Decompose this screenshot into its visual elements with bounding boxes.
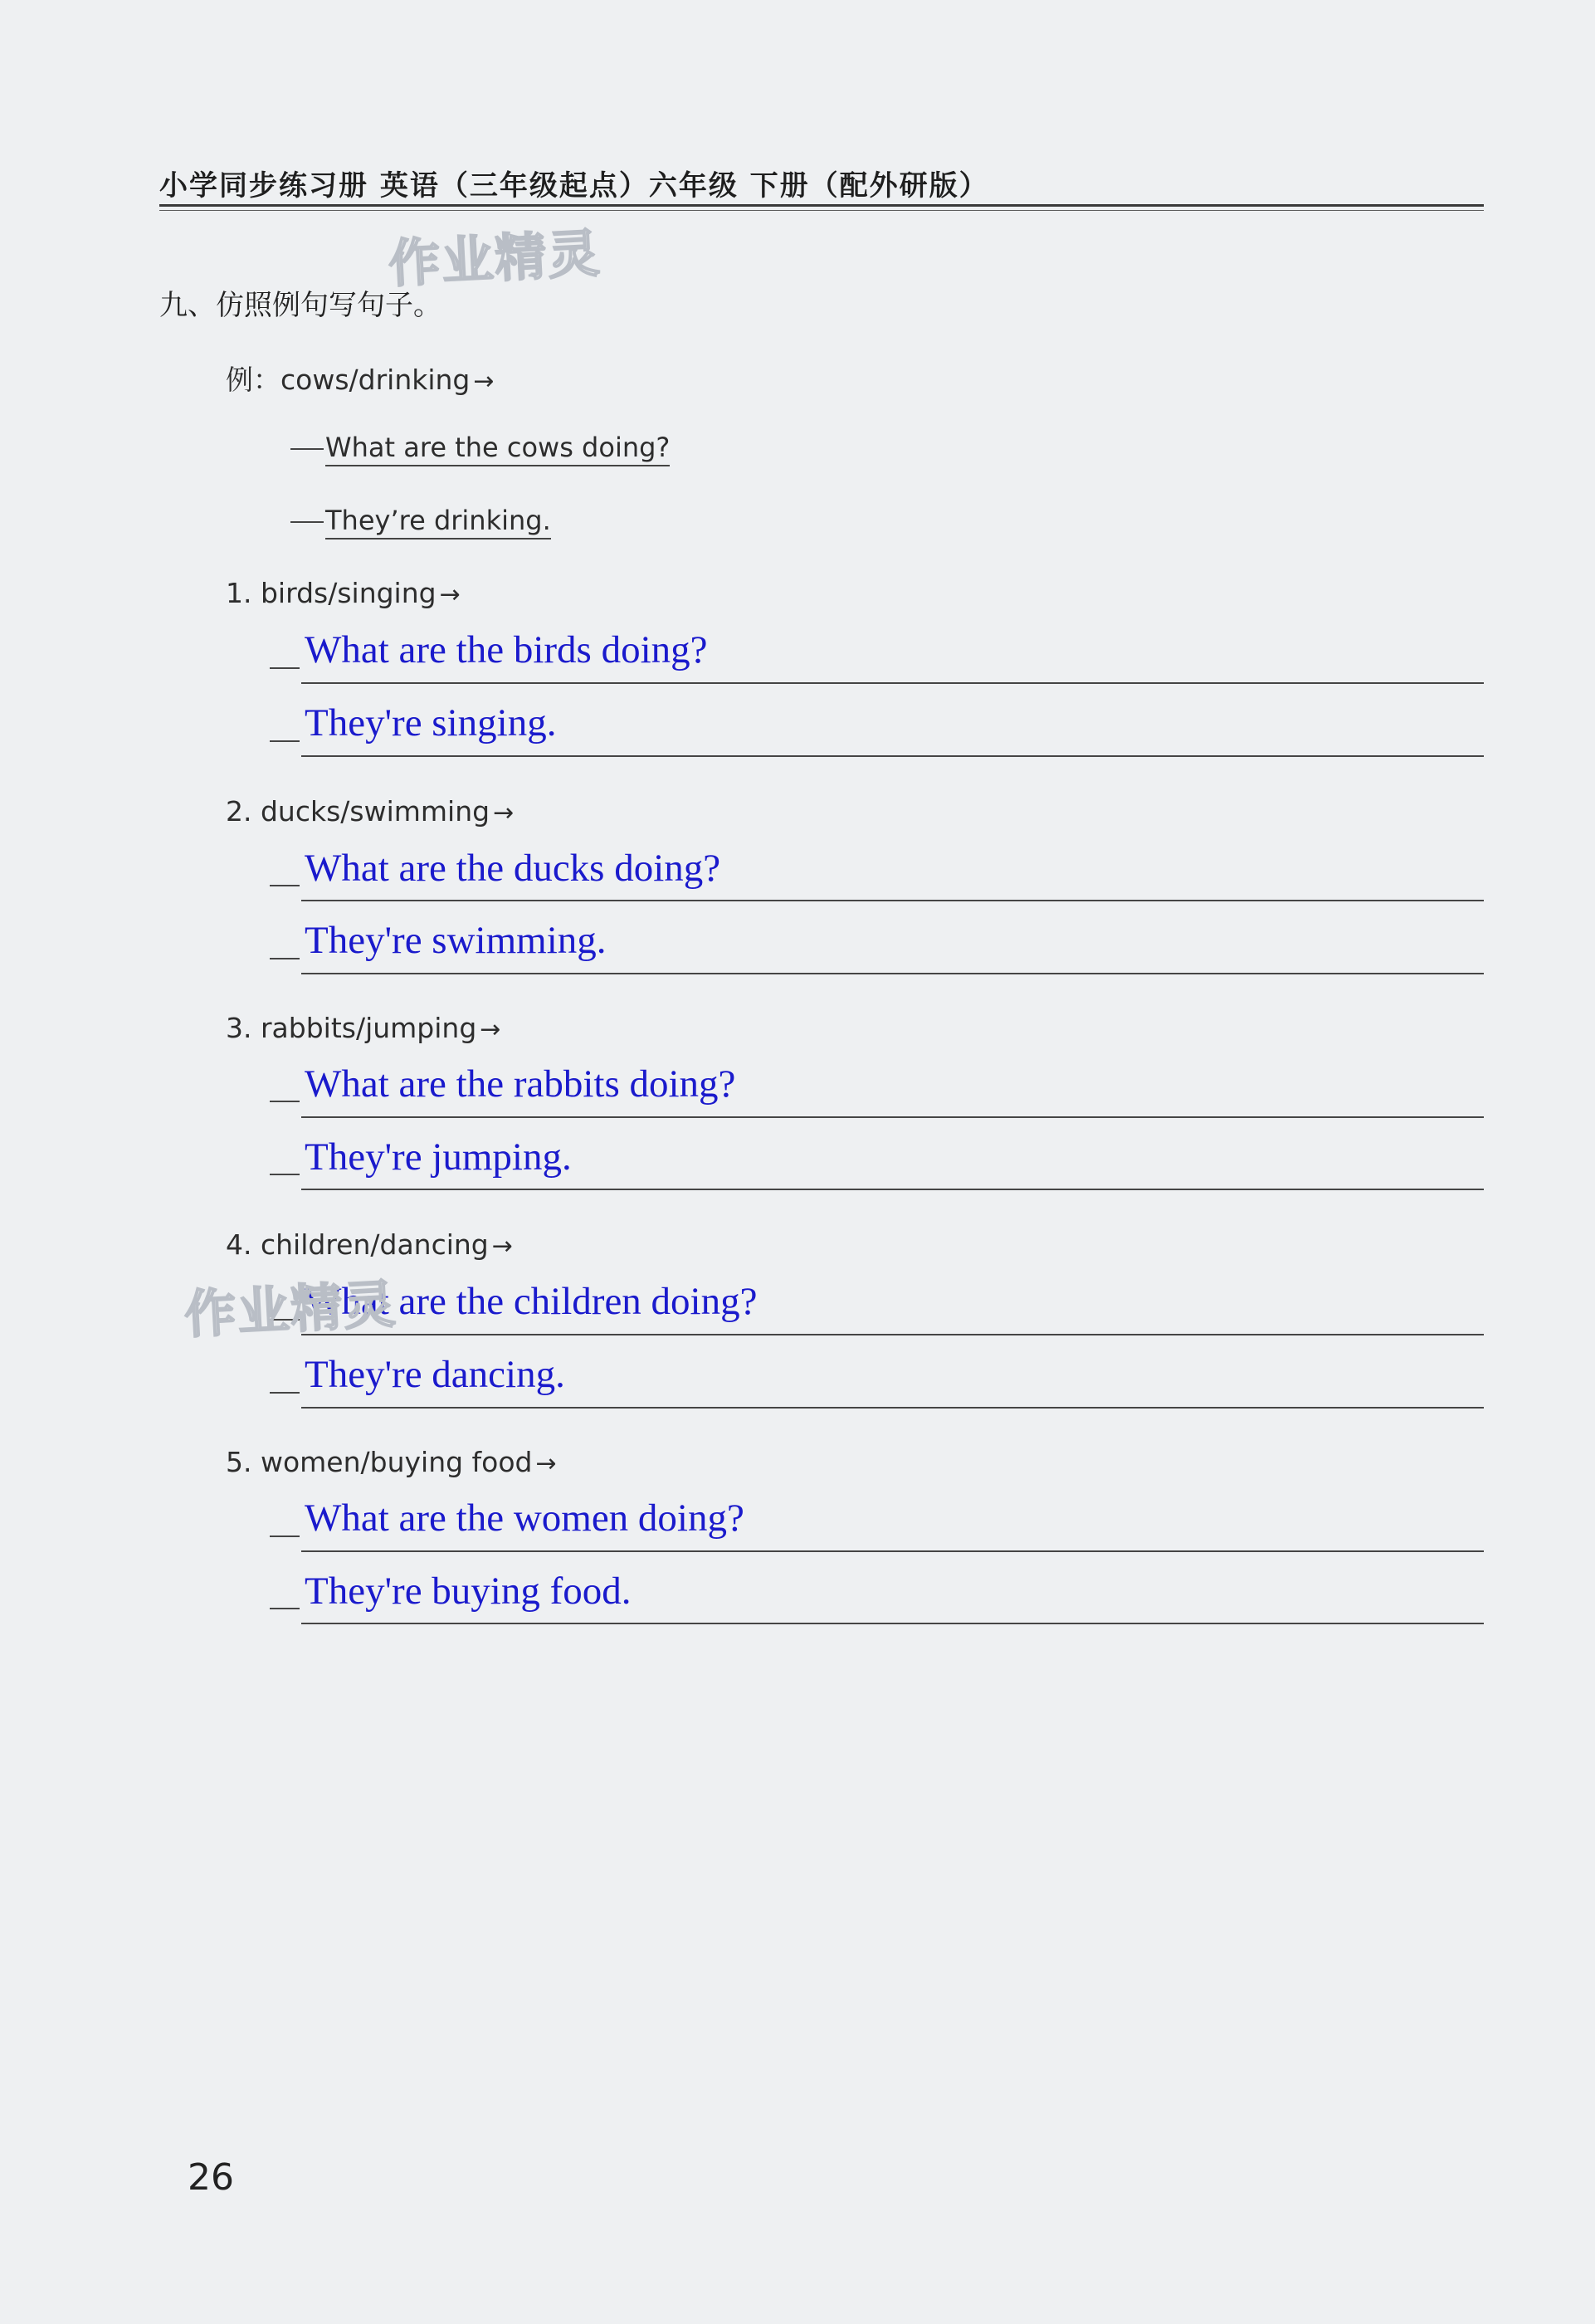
item-prompt (226, 577, 461, 609)
dash-icon (270, 1392, 300, 1394)
dash-icon (270, 667, 300, 669)
dash-icon (270, 1174, 300, 1175)
watermark-logo: 作业精灵 (387, 222, 603, 295)
example-answer (290, 505, 551, 536)
section-title: 九、仿照例句写句子。 (159, 289, 441, 322)
response-answer-field[interactable]: They're singing. (305, 701, 557, 745)
question-answer-field[interactable]: What are the children doing? (305, 1280, 758, 1323)
response-answer-field[interactable]: They're swimming. (305, 919, 607, 962)
answer-line (301, 973, 1484, 974)
dash-icon (270, 885, 300, 886)
item-prompt-text: 3. rabbits/jumping (226, 1012, 477, 1044)
response-answer-field[interactable]: They're buying food. (305, 1570, 632, 1613)
dash-icon (270, 740, 300, 742)
answer-line (301, 1116, 1484, 1118)
item-prompt (226, 1228, 513, 1261)
example-answer-text: They’re drinking. (325, 505, 551, 540)
dash-icon (270, 1608, 300, 1609)
arrow-icon: → (535, 1449, 557, 1478)
question-answer-field[interactable]: What are the birds doing? (305, 628, 708, 671)
page-header-title: 小学同步练习册 英语（三年级起点）六年级 下册（配外研版） (159, 169, 989, 203)
example-prompt-text: 例：cows/drinking (226, 364, 471, 396)
answer-line (301, 755, 1484, 757)
item-prompt-text: 5. women/buying food (226, 1446, 533, 1478)
example-question (290, 432, 670, 463)
item-prompt-text: 1. birds/singing (226, 577, 437, 609)
arrow-icon: → (439, 580, 461, 609)
dash-icon (290, 448, 324, 450)
answer-line (301, 1189, 1484, 1190)
dash-icon (290, 521, 324, 523)
arrow-icon: → (491, 1232, 513, 1261)
answer-line (301, 900, 1484, 901)
response-answer-field[interactable]: They're jumping. (305, 1135, 572, 1179)
answer-line (301, 682, 1484, 684)
answer-line (301, 1623, 1484, 1624)
header-rule-thin (159, 210, 1484, 211)
question-answer-field[interactable]: What are the women doing? (305, 1496, 744, 1540)
item-prompt (226, 795, 514, 828)
item-prompt (226, 1012, 500, 1044)
example-prompt (226, 359, 495, 398)
item-prompt (226, 1446, 557, 1478)
page-number: 26 (188, 2156, 234, 2199)
header-rule-thick (159, 204, 1484, 207)
answer-line (301, 1407, 1484, 1409)
watermark-logo: 作业精灵 (183, 1273, 399, 1345)
item-prompt-text: 2. ducks/swimming (226, 795, 490, 828)
answer-line (301, 1550, 1484, 1552)
dash-icon (270, 1536, 300, 1537)
item-prompt-text: 4. children/dancing (226, 1228, 489, 1261)
question-answer-field[interactable]: What are the rabbits doing? (305, 1062, 736, 1106)
arrow-icon: → (493, 798, 515, 828)
arrow-icon: → (473, 367, 495, 396)
answer-line (301, 1334, 1484, 1335)
dash-icon (270, 1101, 300, 1102)
question-answer-field[interactable]: What are the ducks doing? (305, 847, 721, 890)
example-question-text: What are the cows doing? (325, 432, 670, 466)
arrow-icon: → (480, 1015, 501, 1044)
response-answer-field[interactable]: They're dancing. (305, 1353, 565, 1396)
dash-icon (270, 958, 300, 959)
